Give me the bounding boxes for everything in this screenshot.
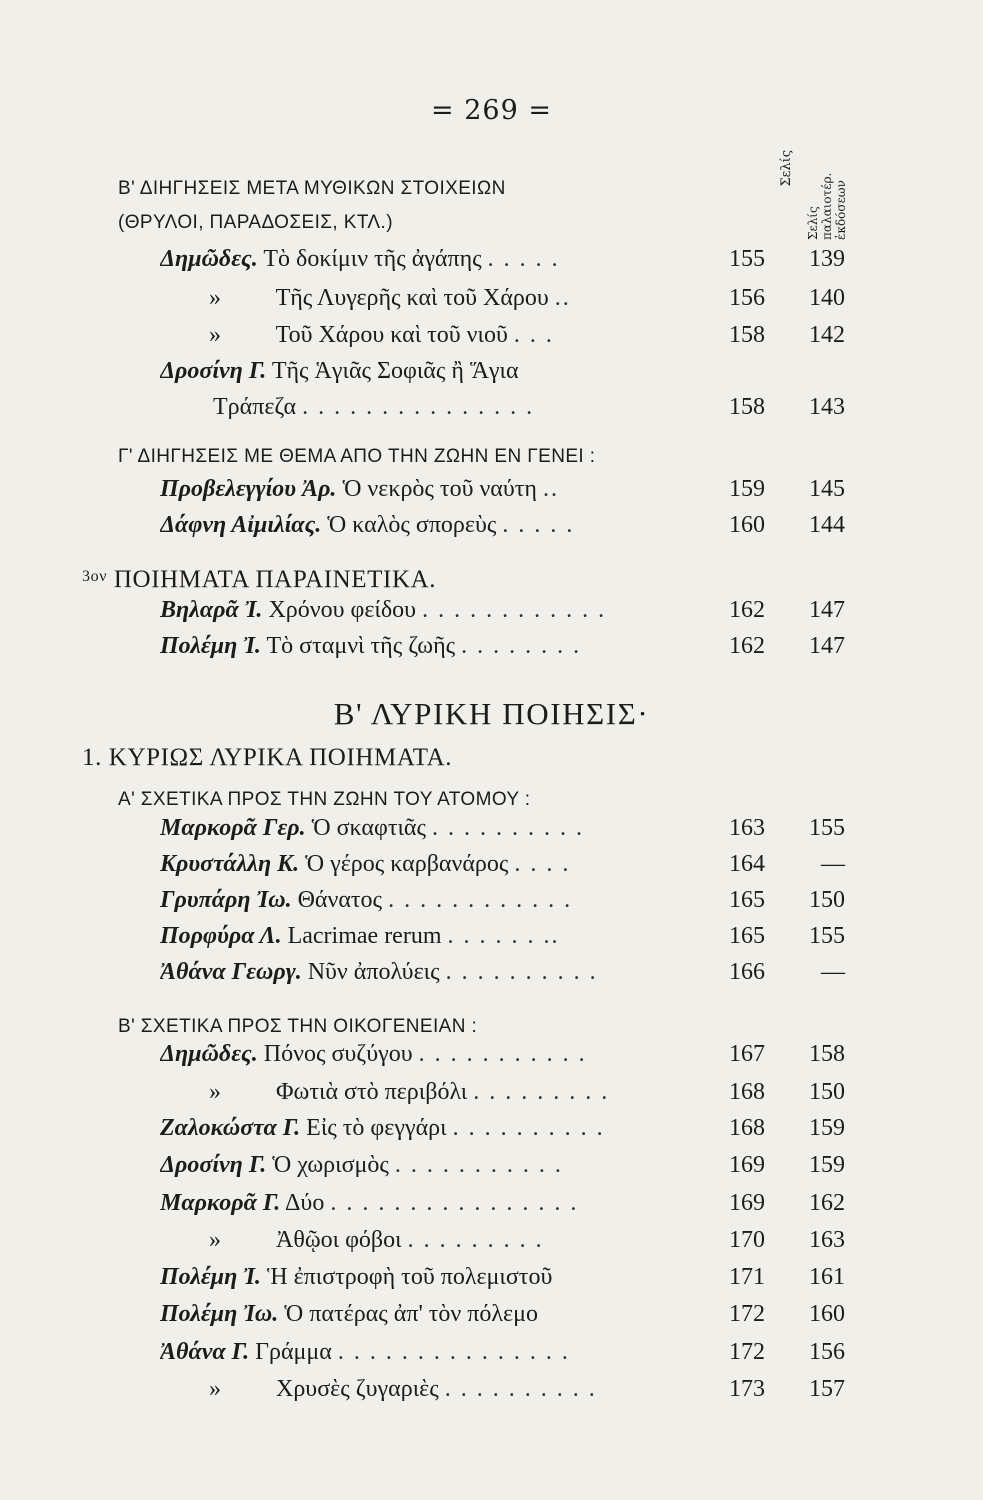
column-header-page: Σελίς bbox=[779, 150, 794, 187]
entry-title: Ἀθῷοι φόβοι bbox=[276, 1227, 402, 1253]
entry-title: Γράμμα bbox=[255, 1339, 332, 1365]
ditto-mark: » bbox=[209, 1079, 221, 1105]
table-row bbox=[0, 1190, 983, 1226]
entry-title: Ὁ νεκρὸς τοῦ ναύτη bbox=[342, 476, 537, 502]
entry-author: Δημῶδες. bbox=[160, 246, 258, 272]
entry-title: Τοῦ Χάρου καὶ τοῦ νιοῦ bbox=[275, 322, 508, 348]
ditto-mark: » bbox=[209, 285, 221, 311]
entry-text bbox=[160, 1339, 680, 1373]
entry-text bbox=[160, 1227, 680, 1261]
section-number-third: 3ον bbox=[82, 568, 108, 585]
page-number-cell: 164 bbox=[729, 851, 765, 877]
table-row bbox=[0, 285, 983, 321]
old-edition-page-cell: 139 bbox=[809, 246, 845, 272]
entry-title: Ὁ γέρος καρβανάρος bbox=[305, 851, 509, 877]
dot-leader: . . . . . . . . . bbox=[407, 1227, 544, 1253]
table-row bbox=[0, 1339, 983, 1375]
entry-title: Νῦν ἀπολύεις bbox=[307, 959, 440, 985]
page-number-cell: 173 bbox=[729, 1376, 765, 1402]
old-edition-page-cell: 150 bbox=[809, 887, 845, 913]
entry-author: Δάφνη Αἰμιλίας. bbox=[160, 512, 322, 538]
entry-text bbox=[160, 358, 680, 392]
dot-leader: . . . bbox=[513, 322, 554, 348]
section-heading-first: 1. ΚΥΡΙΩΣ ΛΥΡΙΚΑ ΠΟΙΗΜΑΤΑ. bbox=[82, 744, 453, 771]
entry-title: Δύο bbox=[285, 1190, 325, 1216]
dot-leader: . . . . . . . . . . bbox=[432, 815, 585, 841]
dot-leader: . . . . . . . . . . bbox=[444, 1376, 597, 1402]
table-row bbox=[0, 1264, 983, 1300]
entry-text bbox=[160, 923, 680, 957]
old-edition-page-cell: 159 bbox=[809, 1115, 845, 1141]
entry-author: Δροσίνη Γ. bbox=[160, 358, 267, 384]
dot-leader: . . . . . . . . bbox=[461, 633, 582, 659]
old-edition-page-cell: 155 bbox=[809, 815, 845, 841]
entry-text bbox=[160, 476, 680, 510]
entry-author: Πολέμη Ἰω. bbox=[160, 1301, 279, 1327]
dot-leader: . . . . . . . . . . bbox=[452, 1115, 605, 1141]
old-edition-page-cell: 147 bbox=[809, 597, 845, 623]
old-edition-page-cell: 140 bbox=[809, 285, 845, 311]
table-row bbox=[0, 815, 983, 851]
entry-title-continuation: Τράπεζα bbox=[213, 394, 297, 420]
page-number-cell: 155 bbox=[729, 246, 765, 272]
dot-leader: . . . . . bbox=[487, 246, 560, 272]
entry-text bbox=[160, 633, 680, 667]
page-number-cell: 172 bbox=[729, 1301, 765, 1327]
old-edition-page-cell: 143 bbox=[809, 394, 845, 420]
table-row bbox=[0, 1115, 983, 1151]
table-row bbox=[0, 597, 983, 633]
ditto-mark: » bbox=[209, 1376, 221, 1402]
page-number-cell: 162 bbox=[729, 597, 765, 623]
entry-title: Τῆς Λυγερῆς καὶ τοῦ Χάρου bbox=[275, 285, 549, 311]
dot-leader: .. bbox=[542, 476, 559, 502]
old-edition-page-cell: 147 bbox=[809, 633, 845, 659]
entry-text bbox=[160, 1152, 680, 1186]
page-number-cell: 158 bbox=[729, 322, 765, 348]
dot-leader: . . . . . . . . . bbox=[473, 1079, 610, 1105]
entry-author: Βηλαρᾶ Ἰ. bbox=[160, 597, 263, 623]
entry-author: Κρυστάλλη Κ. bbox=[160, 851, 300, 877]
entry-text bbox=[160, 1264, 680, 1298]
table-row bbox=[0, 1041, 983, 1077]
column-header-old-editions: Σελίς παλαιοτέρ. ἐκδόσεων bbox=[806, 172, 848, 240]
entry-text bbox=[160, 512, 680, 546]
entry-text bbox=[213, 394, 733, 428]
entry-title: Τὸ δοκίμιν τῆς ἀγάπης bbox=[263, 246, 482, 272]
dot-leader: . . . . . . . . . . . bbox=[394, 1152, 563, 1178]
entry-author: Πολέμη Ἰ. bbox=[160, 633, 261, 659]
entry-title: Τὸ σταμνὶ τῆς ζωῆς bbox=[266, 633, 456, 659]
page-number-cell: 165 bbox=[729, 887, 765, 913]
old-edition-page-cell: 158 bbox=[809, 1041, 845, 1067]
old-edition-page-cell: 161 bbox=[809, 1264, 845, 1290]
table-row bbox=[0, 1079, 983, 1115]
table-row bbox=[0, 476, 983, 512]
table-row bbox=[0, 633, 983, 669]
dot-leader: . . . . . . .. bbox=[447, 923, 560, 949]
ditto-mark: » bbox=[209, 322, 221, 348]
table-row bbox=[0, 1227, 983, 1263]
page-number-cell: 156 bbox=[729, 285, 765, 311]
entry-title: Ὁ καλὸς σπορεὺς bbox=[327, 512, 497, 538]
entry-title: Χρυσὲς ζυγαριὲς bbox=[276, 1376, 439, 1402]
dot-leader: . . . . . . . . . . . . bbox=[422, 597, 607, 623]
table-row bbox=[0, 246, 983, 282]
old-edition-page-cell: 150 bbox=[809, 1079, 845, 1105]
table-row bbox=[0, 358, 983, 394]
page-number-cell: 158 bbox=[729, 394, 765, 420]
table-row bbox=[0, 851, 983, 887]
old-edition-page-cell: — bbox=[821, 851, 845, 877]
section-title-third: ΠΟΙΗΜΑΤΑ ΠΑΡΑΙΝΕΤΙΚΑ. bbox=[113, 566, 437, 593]
section-heading-third bbox=[82, 566, 436, 594]
entry-text bbox=[160, 959, 680, 993]
entry-author: Μαρκορᾶ Γ. bbox=[160, 1190, 281, 1216]
table-row bbox=[0, 394, 983, 430]
page-number: = 269 = bbox=[431, 95, 552, 126]
table-row bbox=[0, 923, 983, 959]
page-number-cell: 169 bbox=[729, 1152, 765, 1178]
entry-title: Χρόνου φείδου bbox=[268, 597, 417, 623]
column-headers bbox=[770, 140, 870, 240]
old-edition-page-cell: 160 bbox=[809, 1301, 845, 1327]
dot-leader: . . . . . bbox=[502, 512, 575, 538]
dot-leader: . . . . bbox=[514, 851, 571, 877]
entry-text bbox=[160, 1190, 680, 1224]
entry-text bbox=[160, 1115, 680, 1149]
entry-author: Ἀθάνα Γεωργ. bbox=[160, 959, 302, 985]
dot-leader: . . . . . . . . . . . . . . . . bbox=[330, 1190, 579, 1216]
old-edition-page-cell: 157 bbox=[809, 1376, 845, 1402]
entry-title: Ὁ σκαφτιᾶς bbox=[311, 815, 427, 841]
dot-leader: . . . . . . . . . . . . . . . bbox=[337, 1339, 570, 1365]
old-edition-page-cell: 144 bbox=[809, 512, 845, 538]
table-row bbox=[0, 512, 983, 548]
page-number-cell: 168 bbox=[729, 1115, 765, 1141]
dot-leader: . . . . . . . . . . . bbox=[418, 1041, 587, 1067]
old-edition-page-cell: — bbox=[821, 959, 845, 985]
dot-leader: . . . . . . . . . . bbox=[445, 959, 598, 985]
page-number-cell: 171 bbox=[729, 1264, 765, 1290]
entry-author: Προβελεγγίου Ἀρ. bbox=[160, 476, 337, 502]
entry-author: Δημῶδες. bbox=[160, 1041, 258, 1067]
entry-title: Φωτιὰ στὸ περιβόλι bbox=[276, 1079, 468, 1105]
entry-author: Ζαλοκώστα Γ. bbox=[160, 1115, 301, 1141]
entry-title: Ὁ χωρισμὸς bbox=[272, 1152, 389, 1178]
page-number-cell: 160 bbox=[729, 512, 765, 538]
table-row bbox=[0, 1301, 983, 1337]
entry-author: Μαρκορᾶ Γερ. bbox=[160, 815, 306, 841]
old-edition-page-cell: 145 bbox=[809, 476, 845, 502]
entry-text bbox=[160, 1301, 680, 1335]
page-number-cell: 168 bbox=[729, 1079, 765, 1105]
page-number-cell: 166 bbox=[729, 959, 765, 985]
old-edition-page-cell: 156 bbox=[809, 1339, 845, 1365]
table-row bbox=[0, 322, 983, 358]
table-row bbox=[0, 887, 983, 923]
page-number-cell: 159 bbox=[729, 476, 765, 502]
entry-text bbox=[160, 815, 680, 849]
entry-title: Πόνος συζύγου bbox=[263, 1041, 413, 1067]
page-number-cell: 167 bbox=[729, 1041, 765, 1067]
old-edition-page-cell: 159 bbox=[809, 1152, 845, 1178]
old-edition-page-cell: 142 bbox=[809, 322, 845, 348]
entry-title: Lacrimae rerum bbox=[287, 923, 442, 949]
entry-text bbox=[160, 246, 680, 280]
section-heading-g: Γ' ΔΙΗΓΗΣΕΙΣ ΜΕ ΘΕΜΑ ΑΠΟ ΤΗΝ ΖΩΗΝ ΕΝ ΓΕΝΕΙ : bbox=[118, 446, 596, 467]
entry-text bbox=[160, 851, 680, 885]
ditto-mark: » bbox=[209, 1227, 221, 1253]
sub-heading-b: Β' ΣΧΕΤΙΚΑ ΠΡΟΣ ΤΗΝ ΟΙΚΟΓΕΝΕΙΑΝ : bbox=[118, 1016, 478, 1037]
page-number-cell: 172 bbox=[729, 1339, 765, 1365]
part-b-title: Β' ΛΥΡΙΚΗ ΠΟΙΗΣΙΣ· bbox=[333, 696, 650, 731]
table-row bbox=[0, 959, 983, 995]
entry-text bbox=[160, 1041, 680, 1075]
entry-author: Πορφύρα Λ. bbox=[160, 923, 282, 949]
page-number-cell: 165 bbox=[729, 923, 765, 949]
entry-title: Θάνατος bbox=[297, 887, 383, 913]
dot-leader: . . . . . . . . . . . . bbox=[388, 887, 573, 913]
entry-text bbox=[160, 887, 680, 921]
section-heading-b-line1: Β' ΔΙΗΓΗΣΕΙΣ ΜΕΤΑ ΜΥΘΙΚΩΝ ΣΤΟΙΧΕΙΩΝ bbox=[118, 178, 506, 199]
dot-leader: . . . . . . . . . . . . . . . bbox=[302, 394, 535, 420]
entry-text bbox=[160, 285, 680, 319]
old-edition-page-cell: 155 bbox=[809, 923, 845, 949]
entry-text bbox=[160, 1376, 680, 1410]
old-edition-page-cell: 162 bbox=[809, 1190, 845, 1216]
entry-author: Ἀθάνα Γ. bbox=[160, 1339, 250, 1365]
page-number-cell: 162 bbox=[729, 633, 765, 659]
entry-text bbox=[160, 597, 680, 631]
entry-text bbox=[160, 322, 680, 356]
entry-text bbox=[160, 1079, 680, 1113]
page-number-cell: 163 bbox=[729, 815, 765, 841]
sub-heading-a: Α' ΣΧΕΤΙΚΑ ΠΡΟΣ ΤΗΝ ΖΩΗΝ ΤΟΥ ΑΤΟΜΟΥ : bbox=[118, 789, 531, 810]
section-heading-b-line2: (ΘΡΥΛΟΙ, ΠΑΡΑΔΟΣΕΙΣ, ΚΤΛ.) bbox=[118, 212, 393, 233]
old-edition-page-cell: 163 bbox=[809, 1227, 845, 1253]
table-row bbox=[0, 1376, 983, 1412]
entry-title: Τῆς Ἁγιᾶς Σοφιᾶς ἢ Ἅγια bbox=[271, 358, 519, 384]
entry-title: Ὁ πατέρας ἀπ' τὸν πόλεμο bbox=[284, 1301, 538, 1327]
page-number-cell: 170 bbox=[729, 1227, 765, 1253]
entry-title: Εἰς τὸ φεγγάρι bbox=[306, 1115, 447, 1141]
dot-leader: .. bbox=[554, 285, 571, 311]
entry-author: Γρυπάρη Ἰω. bbox=[160, 887, 292, 913]
page-number-cell: 169 bbox=[729, 1190, 765, 1216]
table-row bbox=[0, 1152, 983, 1188]
entry-title: Ἡ ἐπιστροφὴ τοῦ πολεμιστοῦ bbox=[266, 1264, 553, 1290]
entry-author: Δροσίνη Γ. bbox=[160, 1152, 267, 1178]
entry-author: Πολέμη Ἰ. bbox=[160, 1264, 261, 1290]
